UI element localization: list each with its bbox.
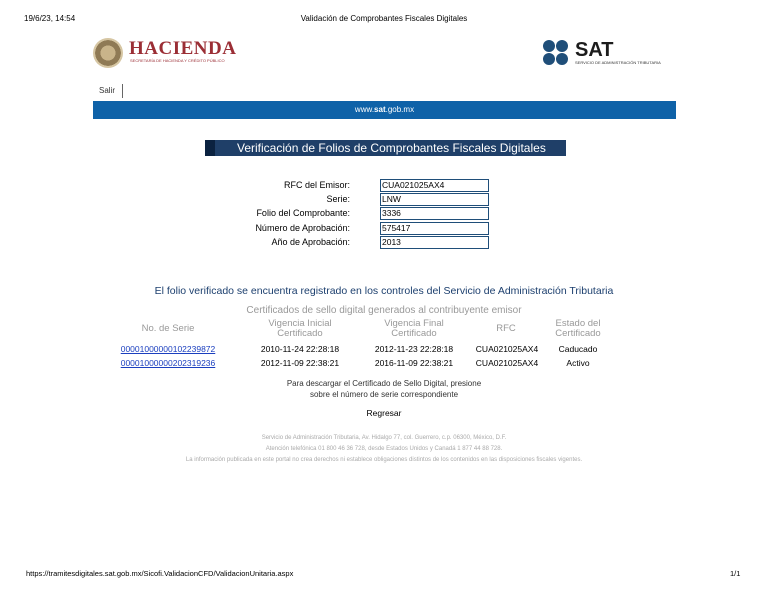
print-datetime: 19/6/23, 14:54 [24, 14, 76, 23]
cert-estado: Caducado [558, 344, 598, 354]
certs-title: Certificados de sello digital generados al contribuyente emisor [246, 305, 522, 316]
cert-estado: Activo [566, 358, 590, 368]
rfc-emisor-label: RFC del Emisor: [283, 180, 350, 190]
hacienda-subtitle: SECRETARÍA DE HACIENDA Y CRÉDITO PÚBLICO [130, 58, 225, 63]
nav-separator [122, 84, 123, 98]
header-vigencia-inicial: Vigencia Inicial Certificado [268, 318, 332, 339]
folio-field[interactable]: 3336 [380, 207, 489, 220]
site-banner[interactable] [93, 101, 676, 119]
sat-name: SAT [575, 39, 614, 61]
banner-suffix: .gob.mx [385, 105, 415, 114]
salir-link[interactable]: Salir [99, 86, 116, 95]
serie-link[interactable]: 00001000000202319236 [120, 358, 216, 368]
cert-rfc: CUA021025AX4 [475, 344, 539, 354]
cert-fin: 2016-11-09 22:38:21 [374, 358, 454, 368]
anio-aprobacion-label: Año de Aprobación: [271, 237, 350, 247]
footer-address: Servicio de Administración Tributaria, Av. Hidalgo 77, col. Guerrero, c.p. 06300, México, D.F. [261, 435, 507, 441]
serie-link[interactable]: 00001000000102239872 [120, 344, 216, 354]
mexico-seal-icon [93, 38, 123, 68]
print-page-number: 1/1 [730, 569, 741, 578]
print-url: https://tramitesdigitales.sat.gob.mx/Sicofi.ValidacionCFD/ValidacionUnitaria.aspx [26, 569, 294, 578]
banner-bold: sat [374, 105, 386, 114]
form-title-box [205, 140, 566, 156]
download-note: Para descargar el Certificado de Sello Digital, presione sobre el número de serie correspondiente [286, 379, 482, 399]
header-rfc: RFC [496, 323, 516, 334]
form-title: Verificación de Folios de Comprobantes Fiscales Digitales [237, 141, 546, 155]
regresar-link[interactable]: Regresar [366, 408, 402, 418]
cert-inicio: 2012-11-09 22:38:21 [260, 358, 340, 368]
cert-fin: 2012-11-23 22:28:18 [374, 344, 454, 354]
folio-label: Folio del Comprobante: [256, 208, 350, 218]
print-page-title: Validación de Comprobantes Fiscales Digitales [300, 14, 468, 23]
header-vigencia-final: Vigencia Final Certificado [384, 318, 444, 339]
hacienda-logo[interactable] [93, 38, 243, 68]
cert-inicio: 2010-11-24 22:28:18 [260, 344, 340, 354]
header-serie: No. de Serie [141, 323, 195, 334]
serie-field[interactable]: LNW [380, 193, 489, 206]
anio-aprobacion-field[interactable]: 2013 [380, 236, 489, 249]
header-estado: Estado del Certificado [555, 318, 601, 339]
banner-prefix: www. [354, 105, 375, 114]
cert-rfc: CUA021025AX4 [475, 358, 539, 368]
result-message: El folio verificado se encuentra registrado en los controles del Servicio de Administración Tributaria [154, 285, 614, 297]
footer-disclaimer: La información publicada en este portal no crea derechos ni establece obligaciones distintos de los contenidos en las disposiciones fiscales vigentes. [185, 457, 583, 463]
hacienda-name: HACIENDA [129, 38, 237, 59]
rfc-emisor-field[interactable]: CUA021025AX4 [380, 179, 489, 192]
sat-logo[interactable] [543, 38, 673, 68]
serie-label: Serie: [326, 194, 350, 204]
numero-aprobacion-label: Número de Aprobación: [255, 223, 350, 233]
sat-subtitle: SERVICIO DE ADMINISTRACIÓN TRIBUTARIA [575, 60, 661, 65]
footer-phone: Atención telefónica 01 800 46 36 728, desde Estados Unidos y Canadá 1 877 44 88 728. [265, 446, 503, 452]
numero-aprobacion-field[interactable]: 575417 [380, 222, 489, 235]
